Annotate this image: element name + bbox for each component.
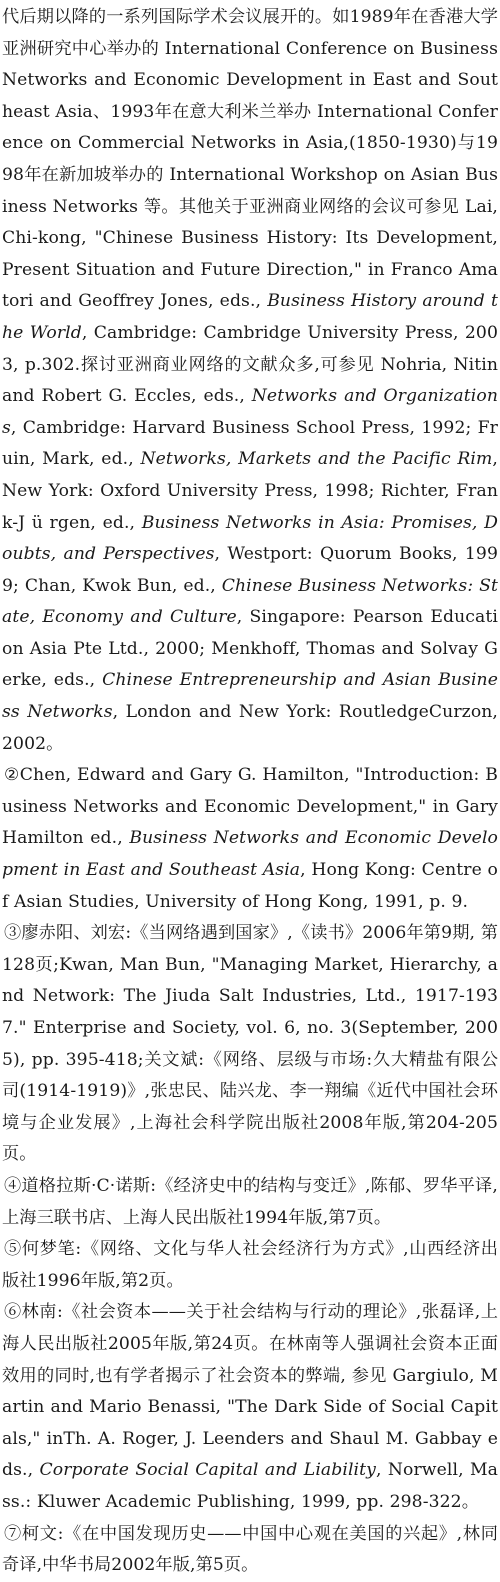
citation-title: Corporate Social Capital and Liability [39,1460,376,1481]
citation-title: Chinese Business Networks: State, Economy and Culture [2,575,499,628]
footnote-text: , Norwell, Mass.: Kluwer Academic Publishing, 1999, pp. 298-322。 [2,1460,499,1512]
footnote-7 [0,1519,500,1582]
footnote-4 [0,1171,500,1234]
citation-title: Networks and Organizations [2,386,498,438]
footnote-2 [0,760,500,918]
citation-title: Business Networks and Economic Development in East and Southeast Asia [2,828,498,881]
footnote-text: 代后期以降的一系列国际学术会议展开的。如1989年在香港大学亚洲研究中心举办的 International Conference on Business Networks and Economic Development in East and Southeast Asia、1993年在意大利米兰举办 International Conference on Commercial Networks in Asia,(1850-1930)与1998年在新加坡举办的 International Workshop on Asian Business Networks 等。其他关于亚洲商业网络的会议可参见 Lai, Chi-kong, "Chinese Business History: Its Development, Present Situation and Future Direction," in Franco Amatori and Geoffrey Jones, eds., [2,7,498,312]
footnote-text: 廖赤阳、刘宏:《当网络遇到国家》,《读书》2006年第9期, 第128页;Kwan, Man Bun, "Managing Market, Hierarchy, and Network: The Jiuda Salt Industries, Ltd., 1917-1937." Enterprise and Society, vol. 6, no. 3(September, 2005), pp. 395-418;关文斌:《网络、层级与市场:久大精盐有限公司(1914-1919)》,张忠民、陆兴龙、李一翔编《近代中国社会环境与企业发展》,上海社会科学院出版社2008年版,第204-205页。 [2,923,498,1165]
footnote-text: , Singapore: Pearson Education Asia Pte Ltd., 2000; Menkhoff, Thomas and Solvay Gerke, eds., [2,607,498,691]
footnote-6 [0,1297,500,1518]
footnote-marker: ③ [4,923,22,944]
footnote-marker: ② [4,765,20,786]
citation-title: Networks, Markets and the Pacific Rim [140,449,493,470]
footnote-text: , Hong Kong: Centre of Asian Studies, University of Hong Kong, 1991, p. 9. [2,860,498,912]
footnote-marker: ⑤ [4,1239,22,1260]
citation-title: Business History around the World [2,291,498,343]
citation-title: Chinese Entrepreneurship and Asian Business Networks [2,670,498,723]
footnote-text: , London and New York: RoutledgeCurzon, 2002。 [2,702,498,754]
footnote-text: , Cambridge: Cambridge University Press, 2003, p.302.探讨亚洲商业网络的文献众多,可参见 Nohria, Nitin and Robert G. Eccles, eds., [2,322,498,407]
footnote-continued [0,2,500,760]
footnote-text: 何梦笔:《网络、文化与华人社会经济行为方式》,山西经济出版社1996年版,第2页。 [2,1239,498,1291]
footnote-text: , Cambridge: Harvard Business School Press, 1992; Fruin, Mark, ed., [2,417,498,470]
footnote-3 [0,918,500,1171]
footnote-marker: ④ [4,1175,22,1196]
footnote-text: 道格拉斯·C·诺斯:《经济史中的结构与变迁》,陈郁、罗华平译,上海三联书店、上海人民出版社1994年版,第7页。 [2,1175,498,1228]
footnote-marker: ⑥ [4,1302,22,1323]
footnote-text: , Westport: Quorum Books, 1999; Chan, Kwok Bun, ed., [2,544,498,596]
footnote-text: 林南:《社会资本——关于社会结构与行动的理论》,张磊译,上海人民出版社2005年版,第24页。在林南等人强调社会资本正面效用的同时,也有学者揭示了社会资本的弊端, 参见 Gargiulo, Martin and Mario Benassi, "The Dark Side of Social Capitals," inTh. A. Roger, J. Leenders and Shaul M. Gabbay eds., [2,1302,498,1481]
footnote-marker: ⑦ [4,1523,22,1544]
footnotes-block [0,2,500,1582]
footnote-text: Chen, Edward and Gary G. Hamilton, "Introduction: Business Networks and Economic Development," in Gary Hamilton ed., [2,765,498,849]
citation-title: Business Networks in Asia: Promises, Doubts, and Perspectives [2,512,498,565]
footnote-5 [0,1234,500,1297]
footnote-text: , New York: Oxford University Press, 1998; Richter, Frank-J ü rgen, ed., [2,449,498,533]
footnote-text: 柯文:《在中国发现历史——中国中心观在美国的兴起》,林同奇译,中华书局2002年版,第5页。 [2,1523,498,1576]
